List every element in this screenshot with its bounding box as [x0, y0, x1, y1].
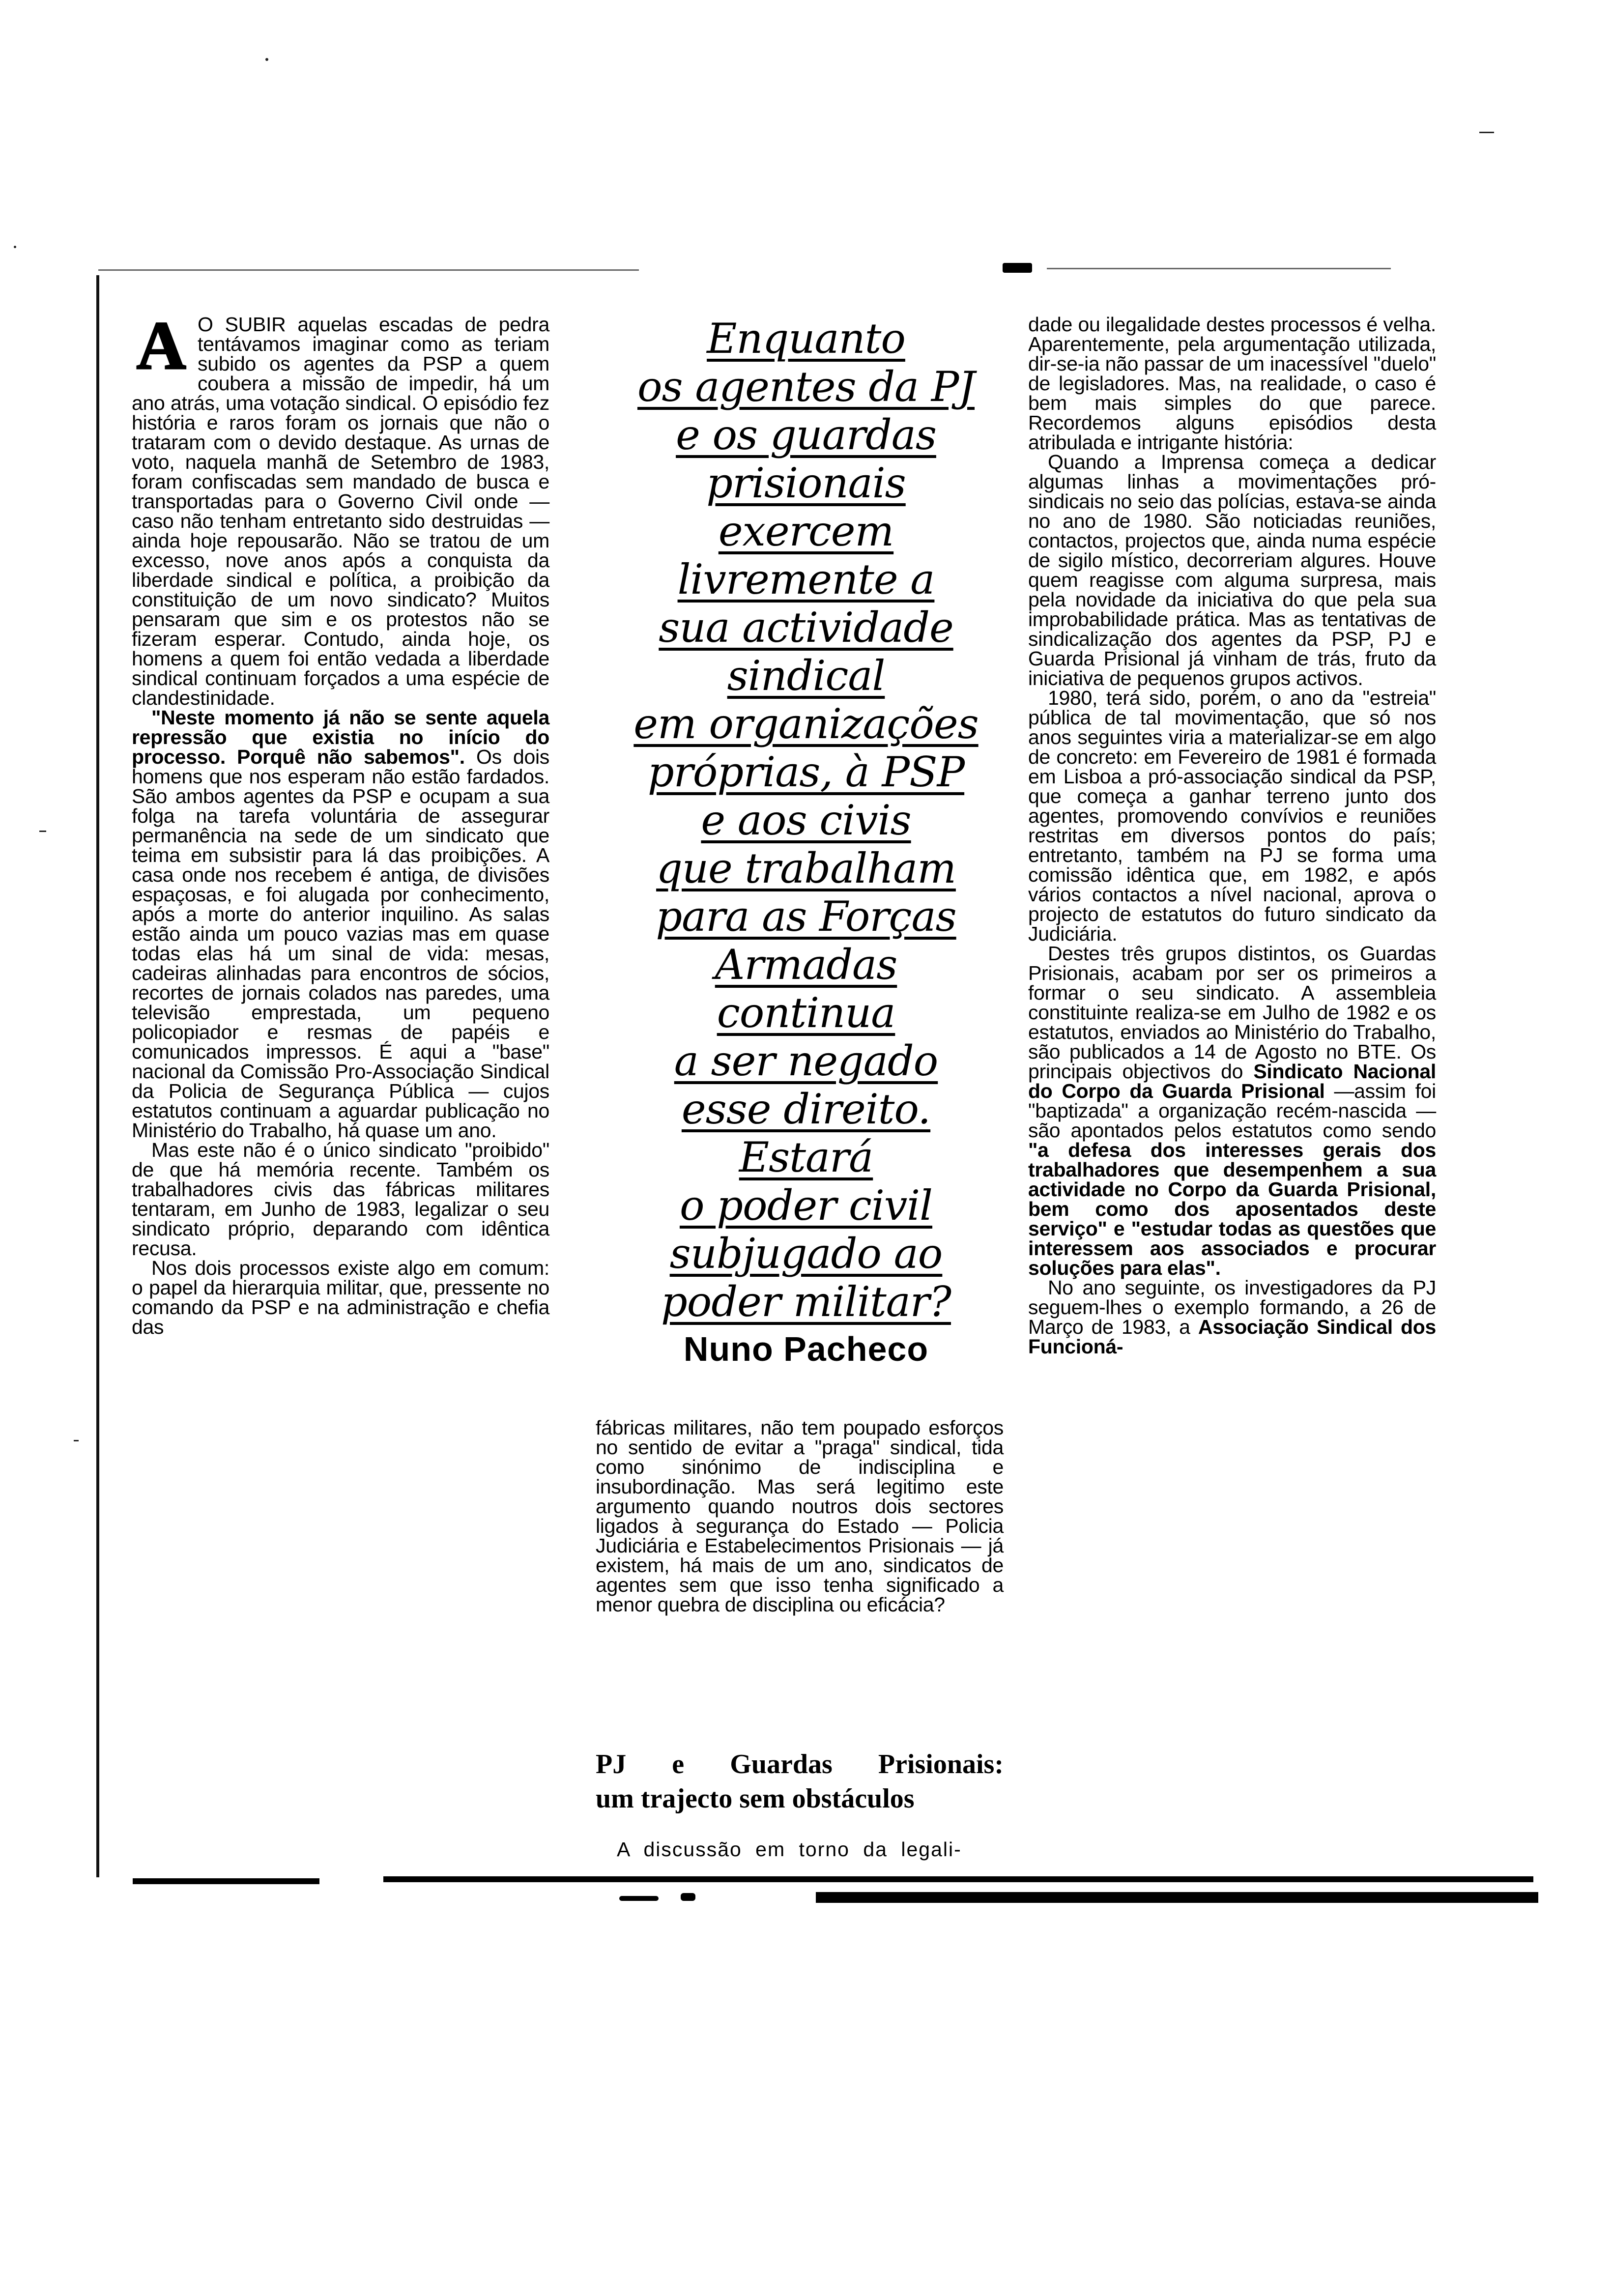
scan-speck	[14, 246, 16, 248]
top-rule-left	[98, 269, 639, 271]
left-paragraph-3: Mas este não é o único sindicato "proibido" de que há memória recente. Também os trabalhadores civis das fábricas militares tentaram, em Junho de 1983, legalizar o seu sindicato próprio, deparando com idêntica recusa.	[132, 1139, 549, 1260]
right-column	[1028, 315, 1436, 1356]
left-border-rule	[96, 275, 99, 1877]
bottom-rule-fragment	[681, 1893, 695, 1901]
right-paragraph-4: Destes três grupos distintos, os Guardas Prisionais, acabam por ser os primeiros a formar o seu sindicato. A assembleia constituinte realiza-se em Julho de 1982 e os estatutos, enviados ao Ministério do Trabalho, são publicados a 14 de Agosto no BTE. Os principais objectivos do Sindicato Nacional do Corpo da Guarda Prisional —assim foi "baptizada" a organização recém-nascida — são apontados pelos estatutos como sendo "a defesa dos interesses gerais dos trabalhadores que desempenhem a sua actividade no Corpo da Guarda Prisional, bem como dos aposentados deste serviço" e "estudar todas as questões que interessem aos associados e procurar soluções para elas".	[1028, 942, 1436, 1279]
right-paragraph-5: No ano seguinte, os investigadores da PJ seguem-lhes o exemplo formando, a 26 de Março de 1983, a Associação Sindical dos Funcioná-	[1028, 1276, 1437, 1358]
bottom-rule-main	[383, 1876, 1533, 1882]
scan-speck	[1479, 132, 1494, 133]
scan-speck	[39, 831, 46, 832]
right-paragraph-2: Quando a Imprensa começa a dedicar algumas linhas a movimentações pró-sindicais no seio das polícias, estava-se ainda no ano de 1980. São noticiadas reuniões, contactos, projectos que, ainda numa espécie de sigilo místico, decorreriam algures. Houve quem reagisse com alguma surpresa, mais pela novidade da iniciativa do que pela sua improbabilidade prática. Mas as tentativas de sindicalização dos agentes da PSP, PJ e Guarda Prisional já vinham de trás, fruto da iniciativa de pequenos grupos activos.	[1028, 451, 1436, 689]
top-rule-right	[1047, 268, 1391, 269]
dropcap: A	[136, 308, 186, 384]
right-paragraph-3: 1980, terá sido, porém, o ano da "estreia" pública de tal movimentação, que só nos anos seguintes viria a materializar-se em algo de concreto: em Fevereiro de 1981 é formada em Lisboa a pró-associação sindical da PSP, que começa a ganhar terreno junto dos agentes, promovendo convívios e reuniões restritas em diversos pontos do país; entretanto, também na PJ se forma uma comissão idêntica que, em 1982, e após vários contactos a nível nacional, aprova o projecto de estatutos do futuro sindicato da Judiciária.	[1028, 687, 1436, 945]
left-paragraph-1: O SUBIR aquelas escadas de pedra tentávamos imaginar como as teriam subido os agentes da PSP a quem coubera a missão de impedir, há um ano atrás, uma votação sindical. O episódio fez história e raros foram os jornais que não o trataram com o devido destaque. As urnas de voto, naquela manhã de Setembro de 1983, foram confiscadas sem mandado de busca e transportadas para o Governo Civil onde — caso não tenham entretanto sido destruidas — ainda hoje repousarão. Não se tratou de um excesso, nove anos após a conquista da liberdade sindical e política, a proibição da constituição de um novo sindicato? Muitos pensaram que sim e os protestos não se fizeram esperar. Contudo, ainda hoje, os homens a quem foi então vedada a liberdade sindical continuam forçados a uma espécie de clandestinidade.	[132, 313, 549, 709]
section-subheading: PJ e Guardas Prisionais: um trajecto sem obstáculos	[596, 1749, 1004, 1814]
scan-artifact	[1003, 263, 1032, 273]
byline-author: Nuno Pacheco	[683, 1330, 929, 1368]
association-name: Associação Sindical dos Funcioná-	[1028, 1316, 1437, 1358]
section-intro-line: A discussão em torno da legali-	[617, 1838, 962, 1861]
middle-paragraph-1: fábricas militares, não tem poupado esforços no sentido de evitar a "praga" sindical, tida como sinónimo de indisciplina e insubordinação. Mas será legitimo este argumento quando noutros dois sectores ligados à segurança do Estado — Policia Judiciária e Estabelecimentos Prisionais — já existem, há mais de um ano, sindicatos de agentes sem que isso tenha significado a menor quebra de disciplina ou eficácia?	[596, 1416, 1004, 1616]
pull-quote: "Neste momento já não se sente aquela repressão que existia no início do processo. Porquê não sabemos".	[132, 706, 549, 768]
bottom-rule-segment	[133, 1878, 319, 1884]
left-paragraph-4: Nos dois processos existe algo em comum: o papel da hierarquia militar, que, pressente no comando da PSP e na administração e chefia das	[132, 1257, 549, 1338]
middle-column	[596, 1418, 1004, 1614]
left-column	[132, 308, 549, 1338]
headline: Enquanto os agentes da PJ e os guardas prisionais exercem livremente a sua actividade sindical em organizações próprias, à PSP e aos civis que trabalham para as Forças Armadas continua a ser negado esse direito. Estará o poder civil subjugado ao poder militar?	[633, 315, 979, 1326]
scan-speck	[265, 58, 268, 61]
left-paragraph-2: "Neste momento já não se sente aquela repressão que existia no início do processo. Porquê não sabemos". Os dois homens que nos esperam não estão fardados. São ambos agentes da PSP e ocupam a sua folga na tarefa voluntária de assegurar permanência na sede de um sindicato que teima em subsistir para lá das proibições. A casa onde nos recebem é antiga, de divisões espaçosas, e foi alugada por conhecimento, após a morte do anterior inquilino. As salas estão ainda um pouco vazias mas em quase todas elas há um sinal de vida: mesas, cadeiras alinhadas para encontros de sócios, recortes de jornais colados nas paredes, uma televisão emprestada, um pequeno policopiador e resmas de papéis e comunicados impressos. É aqui a "base" nacional da Comissão Pro-Associação Sindical da Policia de Segurança Pública — cujos estatutos continuam a aguardar publicação no Ministério do Trabalho, há quase um ano.	[132, 706, 549, 1142]
union-name: Sindicato Nacional do Corpo da Guarda Prisional	[1028, 1060, 1436, 1102]
statute-quote: "a defesa dos interesses gerais dos trabalhadores que desempenhem a sua actividade no Corpo da Guarda Prisional, bem como dos aposentados deste serviço" e "estudar todas as questões que interessem aos associados e procurar soluções para elas".	[1028, 1139, 1436, 1279]
scan-speck	[74, 1440, 79, 1441]
right-paragraph-1: dade ou ilegalidade destes processos é velha. Aparentemente, pela argumentação utilizada, dir-se-ia não passar de um inacessível "duelo" de legisladores. Mas, na realidade, o caso é bem mais simples do que parece. Recordemos alguns episódios desta atribulada e intrigante história:	[1028, 313, 1436, 454]
bottom-rule-fragment	[619, 1896, 659, 1901]
bottom-rule-thick	[816, 1892, 1538, 1903]
